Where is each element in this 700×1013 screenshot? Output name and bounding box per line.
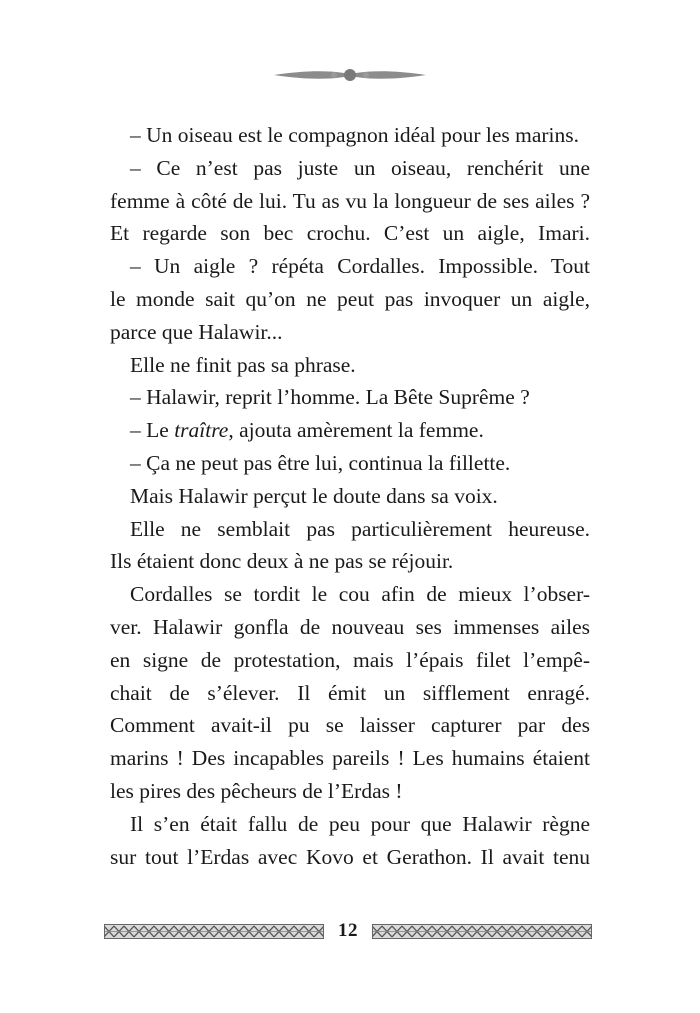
text-line: – Un oiseau est le compagnon idéal pour les marins. (130, 123, 580, 147)
text-line: les pires des pêcheurs de l’Erdas ! (110, 778, 403, 803)
text-line: femme à côté de lui. Tu as vu la longueur de ses ailes ? (110, 188, 590, 213)
text-line: Mais Halawir perçut le doute dans sa voix. (130, 483, 498, 508)
text-line: ver. Halawir gonfla de nouveau ses immenses ailes (110, 614, 590, 639)
text-run: – Le (130, 418, 175, 443)
text-line: – Ça ne peut pas être lui, continua la fillette. (130, 450, 511, 475)
text-line: Comment avait-il pu se laisser capturer par des (110, 713, 590, 738)
text-line: Elle ne finit pas sa phrase. (130, 352, 356, 377)
text-line: en signe de protestation, mais l’épais filet l’empê- (110, 647, 590, 672)
top-ornament-icon (270, 62, 430, 88)
text-line: marins ! Des incapables pareils ! Les humains étaient (110, 746, 590, 771)
text-line: Ils étaient donc deux à ne pas se réjouir. (110, 549, 454, 574)
text-line: parce que Halawir... (110, 319, 283, 344)
page-number: 12 (338, 920, 358, 941)
text-line: – Un aigle ? répéta Cordalles. Impossible. Tout (130, 254, 590, 279)
text-line: Cordalles se tordit le cou afin de mieux l’obser- (130, 582, 590, 607)
text-line: Et regarde son bec crochu. C’est un aigle, Imari. (110, 221, 590, 246)
text-line: – Halawir, reprit l’homme. La Bête Suprême ? (130, 385, 530, 410)
italic-word: traître (174, 418, 229, 443)
text-line: chait de s’élever. Il émit un sifflement enragé. (110, 680, 590, 705)
text-line: – Ce n’est pas juste un oiseau, renchérit une (130, 155, 590, 180)
text-run: , ajouta amèrement la femme. (228, 418, 484, 443)
text-line: Il s’en était fallu de peu pour que Halawir règne (130, 811, 590, 836)
text-line: Elle ne semblait pas particulièrement heureuse. (130, 516, 590, 541)
decorative-band-icon (104, 924, 324, 939)
page-footer (104, 919, 594, 947)
decorative-band-icon (372, 924, 592, 939)
body-text (110, 119, 590, 873)
text-line: sur tout l’Erdas avec Kovo et Gerathon. Il avait tenu (110, 844, 590, 869)
text-line: le monde sait qu’on ne peut pas invoquer un aigle, (110, 286, 590, 311)
text-line (110, 414, 590, 447)
